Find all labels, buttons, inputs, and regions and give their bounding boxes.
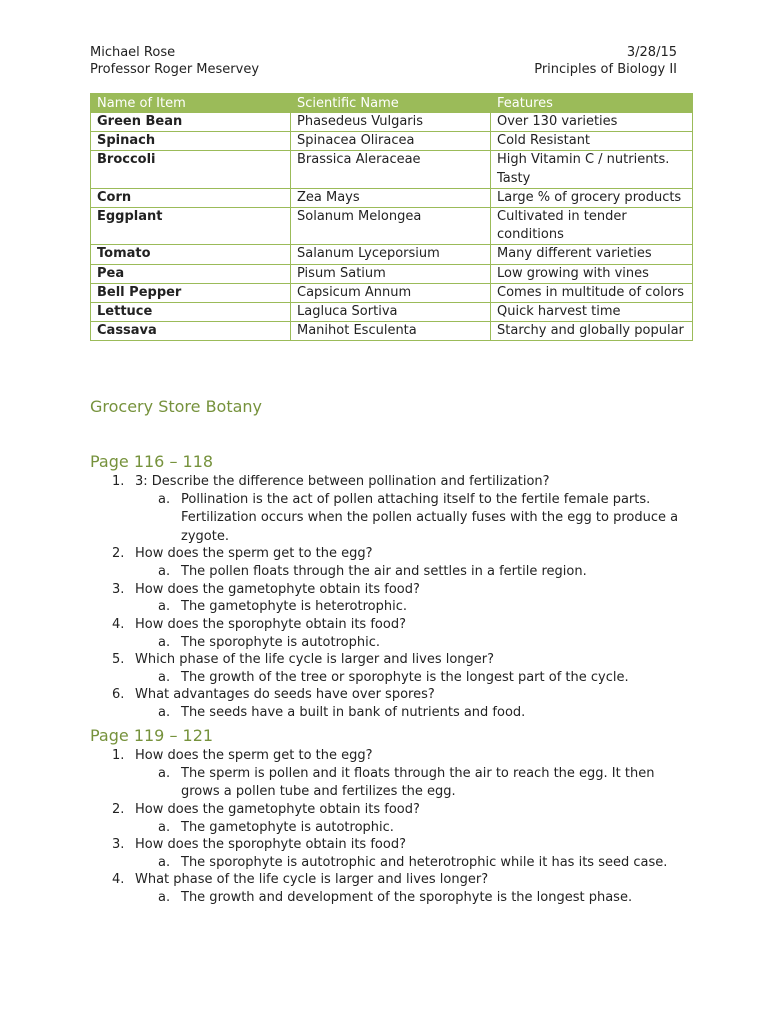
page-heading-1: Page 116 – 118: [90, 452, 214, 471]
features-cell: High Vitamin C / nutrients. Tasty: [491, 151, 693, 188]
answer-item: [90, 704, 690, 723]
table-body: [91, 113, 693, 341]
answer-text: The sporophyte is autotrophic and heterotrophic while it has its seed case.: [181, 854, 668, 870]
header-left: [90, 44, 259, 78]
question-text: What phase of the life cycle is larger and lives longer?: [135, 872, 489, 888]
question-item: [90, 546, 690, 563]
produce-table: [90, 93, 693, 341]
question-number: 2.: [112, 801, 125, 817]
answer-text: The growth and development of the sporophyte is the longest phase.: [181, 890, 633, 906]
question-number: 4.: [112, 616, 125, 632]
question-list-1: [90, 474, 690, 723]
answer-item: [90, 669, 690, 688]
question-number: 1.: [112, 474, 125, 489]
answer-text: The sperm is pollen and it floats through the air to reach the egg. It then grows a pollen tube and fertilizes the egg.: [181, 765, 655, 800]
features-cell: Low growing with vines: [491, 264, 693, 283]
question-number: 4.: [112, 872, 125, 888]
item-name-cell: Pea: [91, 264, 291, 283]
question-item: [90, 802, 690, 819]
scientific-name-cell: Phasedeus Vulgaris: [291, 113, 491, 132]
answer-item: [90, 889, 690, 908]
page-heading-2: Page 119 – 121: [90, 726, 214, 745]
question-list-2: [90, 748, 690, 908]
features-cell: Many different varieties: [491, 245, 693, 264]
question-number: 3.: [112, 581, 125, 597]
answer-text: The sporophyte is autotrophic.: [181, 634, 380, 650]
question-text: How does the sperm get to the egg?: [135, 748, 373, 763]
document-date: 3/28/15: [626, 45, 677, 60]
features-cell: Large % of grocery products: [491, 188, 693, 207]
features-cell: Starchy and globally popular: [491, 322, 693, 341]
answer-letter: a.: [158, 669, 171, 685]
column-header-scientific: Scientific Name: [291, 94, 491, 113]
question-text: How does the gametophyte obtain its food?: [135, 801, 420, 817]
table-row: [91, 113, 693, 132]
item-name-cell: Eggplant: [91, 208, 291, 245]
column-header-features: Features: [491, 94, 693, 113]
question-item: [90, 837, 690, 854]
question-text: How does the sporophyte obtain its food?: [135, 837, 406, 853]
answer-text: The gametophyte is autotrophic.: [181, 819, 394, 835]
question-text: What advantages do seeds have over spores?: [135, 687, 435, 703]
question-text: How does the sporophyte obtain its food?: [135, 616, 406, 632]
table-row: [91, 322, 693, 341]
professor-name: Professor Roger Meservey: [90, 62, 260, 77]
item-name-cell: Corn: [91, 188, 291, 207]
question-number: 2.: [112, 546, 125, 562]
item-name-cell: Cassava: [91, 322, 291, 341]
course-name: Principles of Biology II: [534, 62, 677, 77]
scientific-name-cell: Capsicum Annum: [291, 283, 491, 302]
author-name: Michael Rose: [90, 45, 176, 60]
answer-letter: a.: [158, 491, 171, 507]
answer-item: [90, 491, 690, 547]
features-cell: Over 130 varieties: [491, 113, 693, 132]
item-name-cell: Spinach: [91, 132, 291, 151]
question-item: [90, 617, 690, 634]
produce-table-container: [90, 93, 692, 341]
scientific-name-cell: Salanum Lyceporsium: [291, 245, 491, 264]
scientific-name-cell: Pisum Satium: [291, 264, 491, 283]
answer-letter: a.: [158, 599, 171, 615]
answer-text: The gametophyte is heterotrophic.: [181, 599, 408, 615]
question-number: 6.: [112, 687, 125, 703]
scientific-name-cell: Spinacea Oliracea: [291, 132, 491, 151]
header-right: [534, 44, 677, 78]
scientific-name-cell: Lagluca Sortiva: [291, 303, 491, 322]
answer-text: The growth of the tree or sporophyte is the longest part of the cycle.: [181, 669, 629, 685]
answer-text: The pollen floats through the air and settles in a fertile region.: [181, 564, 587, 580]
features-cell: Cultivated in tender conditions: [491, 208, 693, 245]
question-number: 3.: [112, 837, 125, 853]
answer-letter: a.: [158, 854, 171, 870]
answer-letter: a.: [158, 765, 171, 781]
question-text: 3: Describe the difference between pollination and fertilization?: [135, 474, 550, 489]
table-row: [91, 151, 693, 188]
column-header-name: Name of Item: [91, 94, 291, 113]
table-row: [91, 208, 693, 245]
answer-item: [90, 563, 690, 582]
answer-text: Pollination is the act of pollen attaching itself to the fertile female parts. Fertilization occurs when the pollen actually fuses with the egg to produce a zygote.: [181, 491, 679, 544]
answer-letter: a.: [158, 705, 171, 721]
question-number: 1.: [112, 748, 125, 763]
item-name-cell: Bell Pepper: [91, 283, 291, 302]
question-item: [90, 474, 690, 491]
scientific-name-cell: Zea Mays: [291, 188, 491, 207]
question-item: [90, 872, 690, 889]
answer-letter: a.: [158, 564, 171, 580]
question-text: Which phase of the life cycle is larger and lives longer?: [135, 652, 495, 668]
answer-item: [90, 634, 690, 653]
table-row: [91, 245, 693, 264]
item-name-cell: Tomato: [91, 245, 291, 264]
item-name-cell: Broccoli: [91, 151, 291, 188]
features-cell: Cold Resistant: [491, 132, 693, 151]
answer-item: [90, 598, 690, 617]
table-row: [91, 264, 693, 283]
table-row: [91, 303, 693, 322]
table-header-row: [91, 94, 693, 113]
features-cell: Comes in multitude of colors: [491, 283, 693, 302]
scientific-name-cell: Brassica Aleraceae: [291, 151, 491, 188]
item-name-cell: Green Bean: [91, 113, 291, 132]
question-text: How does the sperm get to the egg?: [135, 546, 373, 562]
table-row: [91, 132, 693, 151]
answer-item: [90, 765, 690, 802]
answer-letter: a.: [158, 890, 171, 906]
question-item: [90, 652, 690, 669]
scientific-name-cell: Solanum Melongea: [291, 208, 491, 245]
table-row: [91, 283, 693, 302]
answer-letter: a.: [158, 819, 171, 835]
answer-text: The seeds have a built in bank of nutrients and food.: [181, 705, 526, 721]
answer-item: [90, 819, 690, 838]
answer-letter: a.: [158, 634, 171, 650]
question-number: 5.: [112, 652, 125, 668]
table-row: [91, 188, 693, 207]
item-name-cell: Lettuce: [91, 303, 291, 322]
features-cell: Quick harvest time: [491, 303, 693, 322]
question-item: [90, 687, 690, 704]
scientific-name-cell: Manihot Esculenta: [291, 322, 491, 341]
question-text: How does the gametophyte obtain its food?: [135, 581, 420, 597]
question-item: [90, 748, 690, 765]
question-item: [90, 582, 690, 599]
section-title: Grocery Store Botany: [90, 397, 263, 416]
answer-item: [90, 854, 690, 873]
